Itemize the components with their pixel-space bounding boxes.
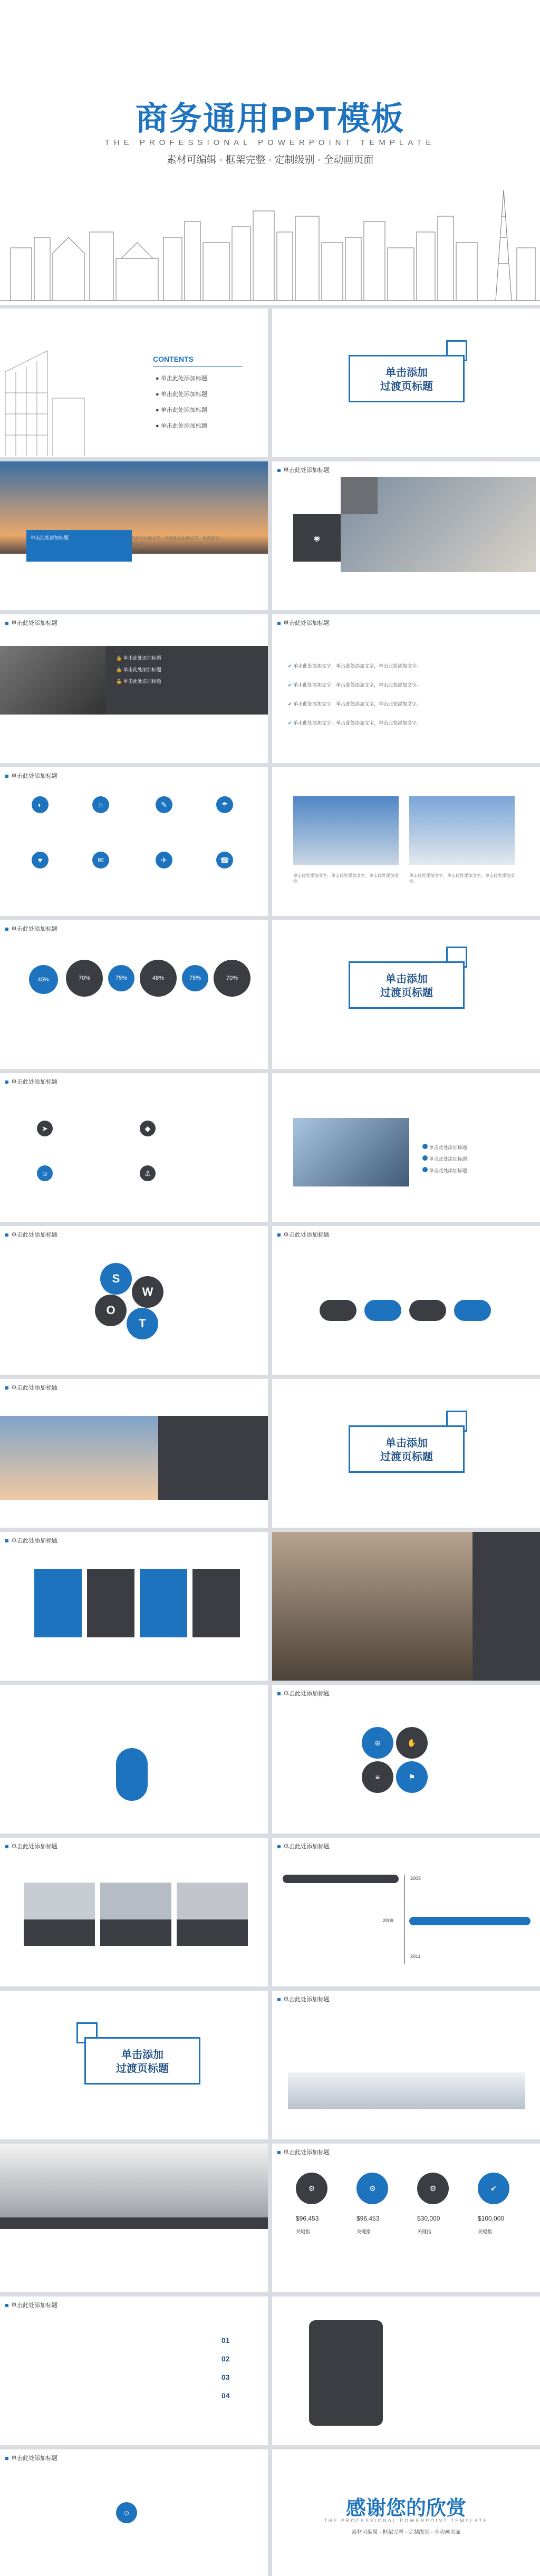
check-item: ✔ 单击此处添加文字，单击此处添加文字，单击此处添加文字。 [288, 701, 422, 707]
hub-circle: ⊕ [362, 1727, 393, 1759]
card [87, 1569, 134, 1637]
timeline-year: 2005 [410, 1876, 421, 1881]
slide-street-photo[interactable] [272, 1532, 540, 1681]
equation-circle: ⚙ [296, 2173, 327, 2204]
contents-item[interactable]: ● 单击此处添加标题 [156, 423, 207, 429]
slide-percentages[interactable] [0, 920, 268, 1069]
slide-header: 单击此处添加标题 [277, 466, 330, 474]
slide-transition-3[interactable] [272, 1379, 540, 1528]
building-photo [409, 796, 515, 865]
contents-list [156, 371, 207, 434]
contents-heading: CONTENTS [153, 355, 194, 363]
city-photo [0, 2144, 268, 2217]
slide-header: 单击此处添加标题 [5, 2301, 57, 2309]
slide-header: 单击此处添加标题 [5, 924, 57, 933]
slide-city-list[interactable] [0, 614, 268, 763]
photo-caption-box [177, 1919, 248, 1946]
slide-header: 单击此处添加标题 [5, 2454, 57, 2462]
slide-refresh[interactable] [0, 1685, 268, 1834]
check-item: ✔ 单击此处添加文字，单击此处添加文字，单击此处添加文字。 [288, 663, 422, 669]
icon-circle: ♥ [32, 852, 49, 869]
transition-box: 单击添加 过渡页标题 [349, 1425, 465, 1473]
percent-circle: 45% [29, 965, 58, 994]
check-item: ✔ 单击此处添加文字，单击此处添加文字，单击此处添加文字。 [288, 720, 422, 726]
card [192, 1569, 240, 1637]
percent-circle: 70% [214, 960, 250, 997]
slide-checklist[interactable] [272, 614, 540, 763]
slide-device[interactable] [272, 2297, 540, 2445]
slide-transition-4[interactable] [0, 1991, 268, 2139]
photo-caption: 单击此处添加文字，单击此处添加文字，单击此处添加文字。 [293, 873, 399, 884]
device-frame [309, 2320, 383, 2426]
swot-t: T [127, 1308, 158, 1339]
percent-circle: 75% [182, 965, 208, 991]
list-number: 04 [221, 2391, 230, 2400]
slide-transition-1[interactable] [272, 308, 540, 457]
percent-circle: 48% [140, 960, 177, 997]
contents-item[interactable]: ● 单击此处添加标题 [156, 407, 207, 413]
slide-hub[interactable] [272, 1685, 540, 1834]
slide-city-grey[interactable] [0, 2144, 268, 2292]
photo-caption-box [100, 1919, 171, 1946]
timeline-bar [283, 1875, 399, 1883]
slide-people[interactable] [0, 2449, 268, 2576]
slide-transition-2[interactable] [272, 920, 540, 1069]
slide-header: 单击此处添加标题 [277, 2148, 330, 2156]
contents-divider [153, 366, 243, 367]
thanks-subtitle: THE PROFESSIONAL POWERPOINT TEMPLATE [324, 2518, 488, 2523]
slide-timeline[interactable] [272, 1838, 540, 1986]
equation-circle: ⚙ [356, 2173, 388, 2204]
dark-panel [472, 1532, 540, 1681]
photo-caption: 单击此处添加文字，单击此处添加文字，单击此处添加文字。 [409, 873, 515, 884]
dark-panel: 🔒 单击此处添加标题 🔒 单击此处添加标题 🔒 单击此处添加标题 [105, 646, 268, 715]
contents-item[interactable]: ● 单击此处添加标题 [156, 375, 207, 382]
cover-title: 商务通用PPT模板 [135, 101, 405, 137]
slide-eiffel[interactable] [0, 1379, 268, 1528]
icon-circle: ◐ [32, 796, 49, 813]
icon-circle: ⌂ [92, 796, 109, 813]
caption-box: 单击此处添加标题 [26, 530, 132, 562]
card [140, 1569, 187, 1637]
slide-header: 单击此处添加标题 [5, 1077, 57, 1086]
process-step [409, 1300, 446, 1321]
slide-four-cards[interactable] [0, 1532, 268, 1681]
slide-header: 单击此处添加标题 [5, 1536, 57, 1545]
equation-circle: ⚙ [417, 2173, 449, 2204]
hub-circle: ≡ [362, 1761, 393, 1793]
numbered-list: 单击此处添加标题 单击此处添加标题 单击此处添加标题 [422, 1142, 467, 1176]
slide-header: 单击此处添加标题 [5, 1842, 57, 1850]
refresh-arrow [116, 1748, 148, 1801]
slide-header: 单击此处添加标题 [5, 619, 57, 627]
eiffel-photo [0, 1416, 158, 1500]
cover-subtitle: THE PROFESSIONAL POWERPOINT TEMPLATE [104, 138, 436, 147]
transition-box: 单击添加 过渡页标题 [349, 961, 465, 1009]
timeline-year: 2011 [410, 1954, 421, 1959]
process-step [454, 1300, 491, 1321]
percent-circle: 75% [108, 965, 134, 991]
swot-w: W [132, 1276, 163, 1308]
equation-circle: ✔ [478, 2173, 509, 2204]
check-item: ✔ 单击此处添加文字，单击此处添加文字，单击此处添加文字。 [288, 682, 422, 688]
accent-block [341, 477, 378, 514]
person-icon: ☺ [116, 2502, 137, 2523]
equation-label: 关键指 [417, 2229, 432, 2234]
swot-o: O [95, 1295, 127, 1326]
building-sketch [0, 340, 90, 456]
slide-mountains[interactable] [272, 1991, 540, 2139]
slide-three-photos[interactable] [0, 1838, 268, 1986]
slide-header: 单击此处添加标题 [5, 1383, 57, 1392]
icon-circle: ☂ [216, 796, 233, 813]
slide-header: 单击此处添加标题 [277, 1842, 330, 1850]
list-number: 03 [221, 2373, 230, 2381]
team-photo [24, 1883, 95, 1919]
hub-circle: ✋ [396, 1727, 428, 1759]
person-icon: ☺ [37, 1165, 53, 1181]
transition-box: 单击添加 过渡页标题 [84, 2037, 200, 2085]
slide-buildings[interactable] [272, 767, 540, 916]
chat-icon: ◉ [293, 514, 341, 562]
contents-item[interactable]: ● 单击此处添加标题 [156, 391, 207, 398]
slide-swot[interactable] [0, 1226, 268, 1375]
thanks-title: 感谢您的欣赏 [345, 2497, 466, 2520]
equation-value: $30,000 [417, 2215, 440, 2222]
cityscape-illustration [0, 158, 540, 305]
slide-numbered[interactable] [0, 2297, 268, 2445]
mountain-image [288, 2072, 525, 2109]
swot-s: S [100, 1263, 132, 1295]
icon-circle: ✎ [156, 796, 172, 813]
transition-box: 单击添加 过渡页标题 [349, 355, 465, 402]
card [34, 1569, 82, 1637]
hub-circle: ⚑ [396, 1761, 428, 1793]
equation-label: 关键指 [478, 2229, 493, 2234]
timeline-bar [409, 1917, 531, 1925]
dark-panel [158, 1416, 268, 1500]
process-step [320, 1300, 356, 1321]
slide-process[interactable] [272, 1226, 540, 1375]
slide-office-photo[interactable] [272, 1073, 540, 1222]
equation-value: $96,453 [296, 2215, 319, 2222]
thanks-tagline: 素材可编辑 · 框架完整 · 定制级别 · 全动画页面 [351, 2530, 461, 2535]
office-photo [293, 1118, 409, 1186]
team-photo [100, 1883, 171, 1919]
slide-teamwork[interactable] [272, 461, 540, 610]
slide-equation[interactable] [272, 2144, 540, 2292]
slide-header: 单击此处添加标题 [5, 1230, 57, 1239]
photo-caption-box [24, 1919, 95, 1946]
slide-header: 单击此处添加标题 [5, 771, 57, 780]
slide-contents[interactable] [0, 308, 268, 457]
anchor-icon: ⚓ [140, 1165, 156, 1181]
equation-value: $100,000 [478, 2215, 505, 2222]
send-icon: ➤ [37, 1121, 53, 1136]
icon-circle: ✈ [156, 852, 172, 869]
cover-slide[interactable] [0, 0, 540, 305]
city-aerial-photo [0, 646, 105, 715]
slide-header: 单击此处添加标题 [277, 1995, 330, 2003]
caption-text: 单击此处添加文字，单击此处添加文字，单击此处添加文字。 [127, 536, 219, 546]
slide-icons-text[interactable] [0, 1073, 268, 1222]
slide-header: 单击此处添加标题 [277, 1230, 330, 1239]
process-step [364, 1300, 401, 1321]
icon-circle: ☎ [216, 852, 233, 869]
percent-circle: 70% [66, 960, 103, 997]
list-number: 02 [221, 2355, 230, 2363]
team-photo [177, 1883, 248, 1919]
slide-header: 单击此处添加标题 [277, 619, 330, 627]
dark-band [0, 2217, 268, 2229]
slide-thanks[interactable] [272, 2449, 540, 2576]
slide-icon-grid[interactable] [0, 767, 268, 916]
tag-icon: ◆ [140, 1121, 156, 1136]
slide-skyline-photo[interactable] [0, 461, 268, 610]
equation-label: 关键指 [356, 2229, 371, 2234]
timeline-axis [404, 1875, 405, 1964]
slide-header: 单击此处添加标题 [277, 1689, 330, 1697]
icon-circle: ✉ [92, 852, 109, 869]
equation-label: 关键指 [296, 2229, 311, 2234]
timeline-year: 2009 [383, 1918, 394, 1923]
list-number: 01 [221, 2336, 230, 2345]
street-photo [272, 1532, 472, 1681]
building-photo [293, 796, 399, 865]
equation-value: $96,453 [356, 2215, 380, 2222]
cover-tagline: 素材可编辑 · 框架完整 · 定制级别 · 全动画页面 [166, 155, 374, 166]
